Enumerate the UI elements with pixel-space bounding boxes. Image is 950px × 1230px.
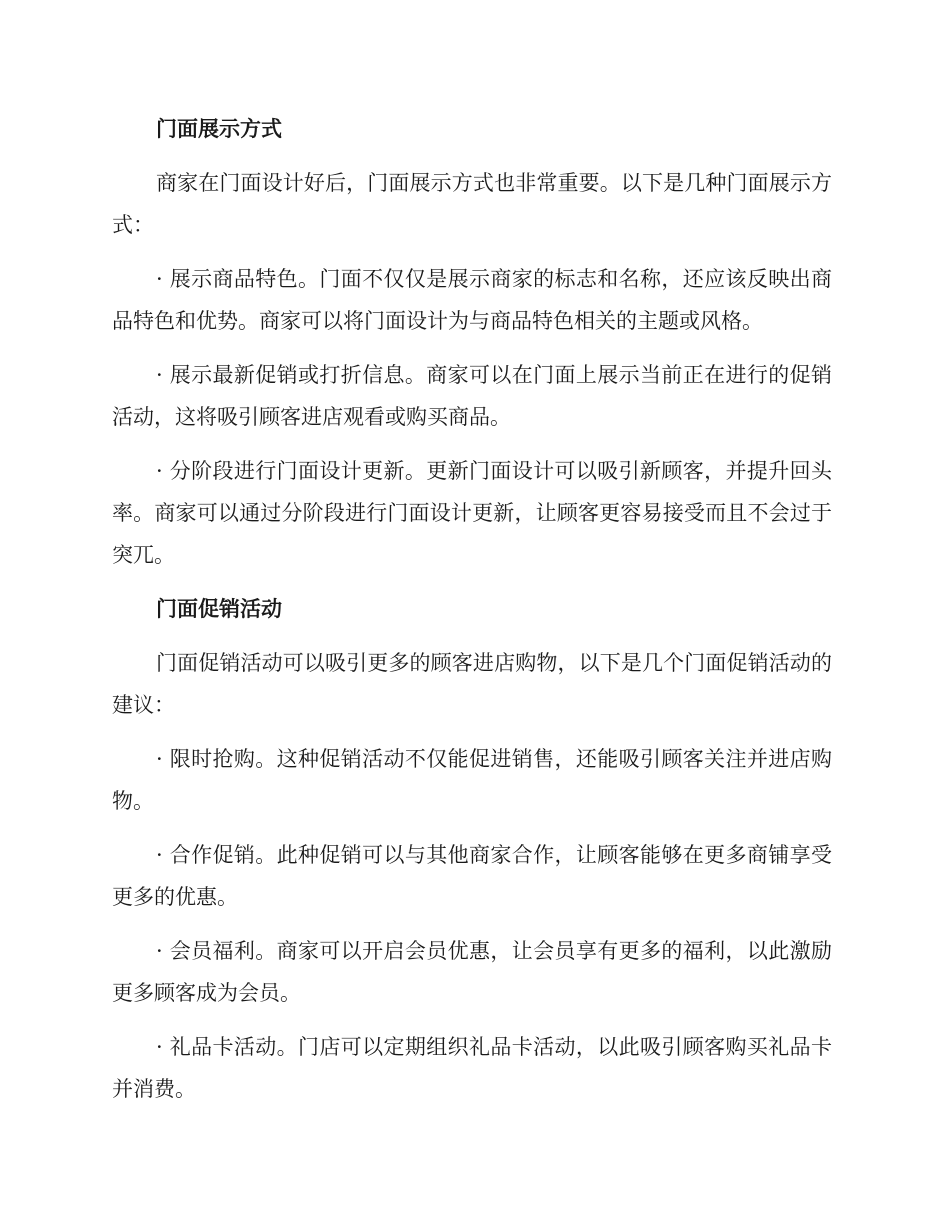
bullet-paragraph: · 展示商品特色。门面不仅仅是展示商家的标志和名称，还应该反映出商品特色和优势。商家可以将门面设计为与商品特色相关的主题或风格。 — [112, 267, 832, 333]
bullet-paragraph: · 礼品卡活动。门店可以定期组织礼品卡活动，以此吸引顾客购买礼品卡并消费。 — [112, 1035, 832, 1101]
section-storefront-display — [112, 108, 832, 576]
intro-paragraph: 商家在门面设计好后，门面展示方式也非常重要。以下是几种门面展示方式： — [112, 171, 832, 237]
bullet-paragraph: · 限时抢购。这种促销活动不仅能促进销售，还能吸引顾客关注并进店购物。 — [112, 747, 832, 813]
bullet-paragraph: · 分阶段进行门面设计更新。更新门面设计可以吸引新顾客，并提升回头率。商家可以通过分阶段进行门面设计更新，让顾客更容易接受而且不会过于突兀。 — [112, 459, 832, 567]
bullet-paragraph: · 会员福利。商家可以开启会员优惠，让会员享有更多的福利，以此激励更多顾客成为会员。 — [112, 939, 832, 1005]
bullet-paragraph: · 合作促销。此种促销可以与其他商家合作，让顾客能够在更多商铺享受更多的优惠。 — [112, 843, 832, 909]
section-storefront-promotions — [112, 588, 832, 1110]
document-page — [112, 108, 832, 1122]
section-heading: 门面展示方式 — [156, 117, 282, 141]
intro-paragraph: 门面促销活动可以吸引更多的顾客进店购物，以下是几个门面促销活动的建议： — [112, 651, 832, 717]
section-heading: 门面促销活动 — [156, 597, 282, 621]
bullet-paragraph: · 展示最新促销或打折信息。商家可以在门面上展示当前正在进行的促销活动，这将吸引顾客进店观看或购买商品。 — [112, 363, 832, 429]
